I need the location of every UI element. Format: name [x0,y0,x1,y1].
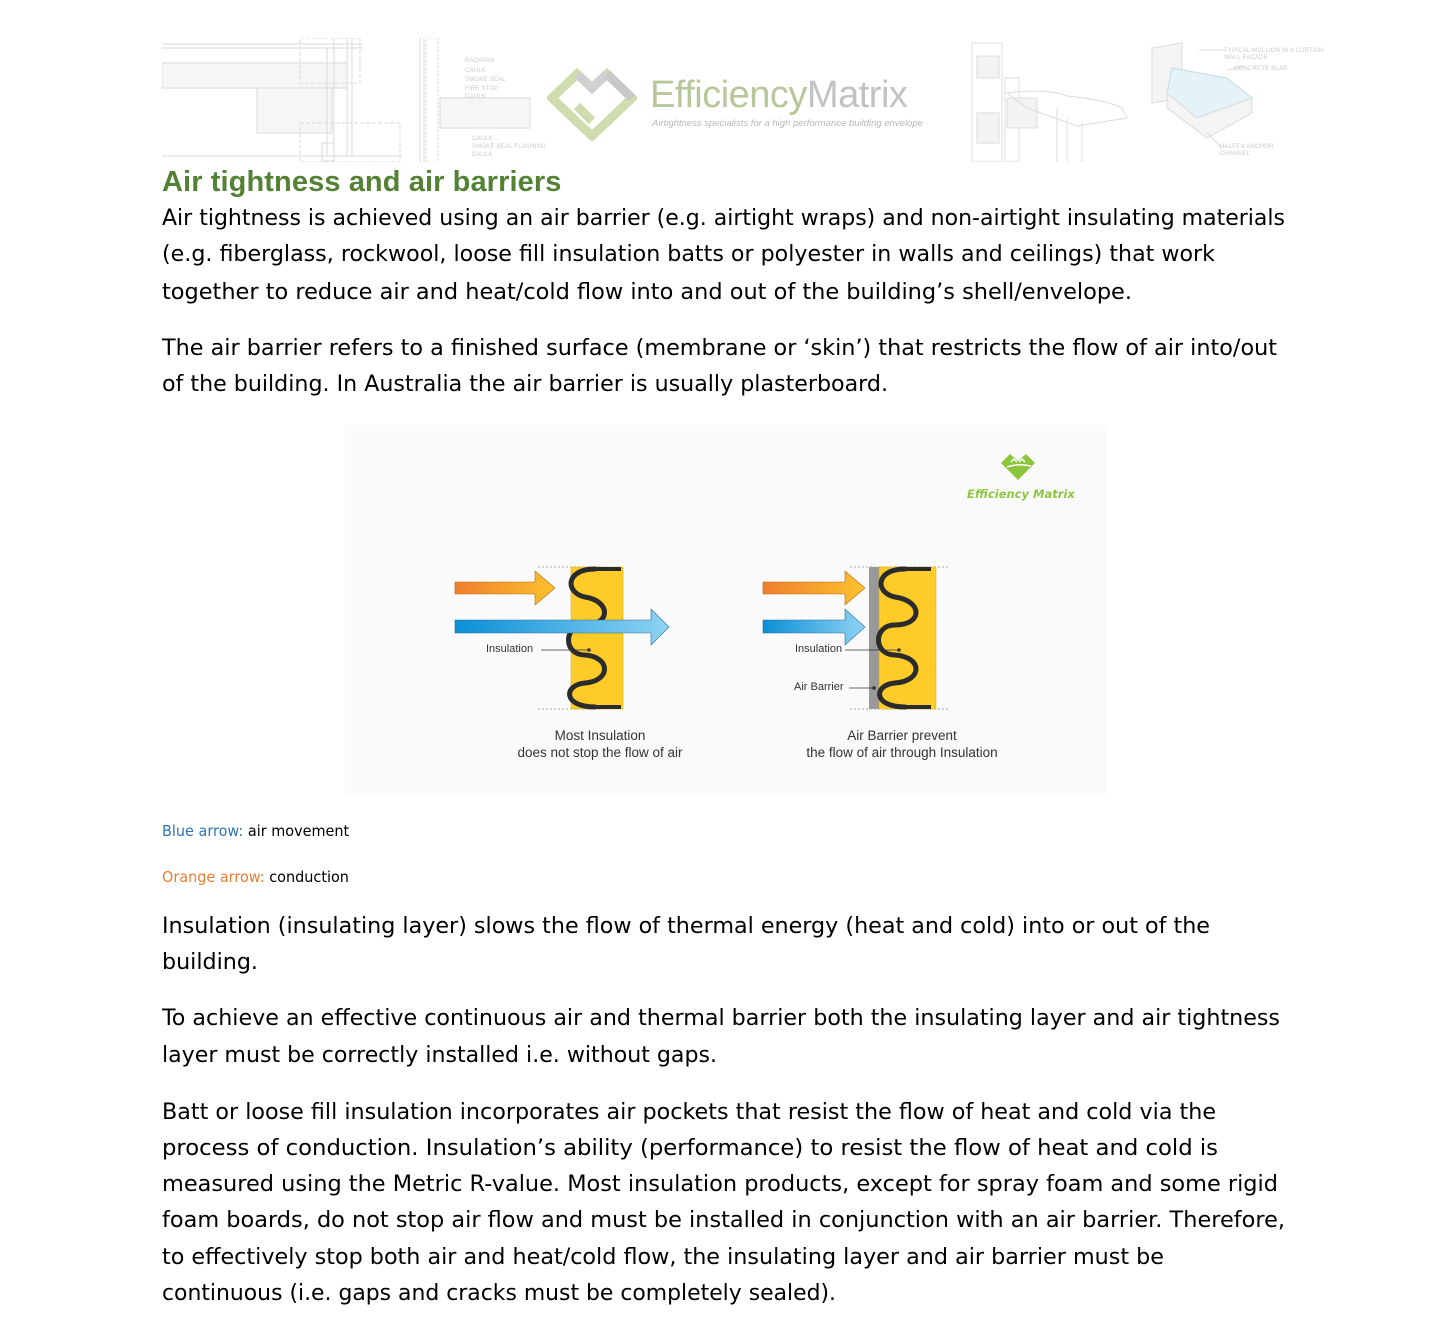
insulation-label: Insulation [486,643,534,655]
right-caption-line2: the flow of air through Insulation [806,745,998,760]
legend-orange-arrow [162,867,349,887]
legend-blue-value: air movement [243,822,350,840]
text-line: building. [162,950,258,975]
header-banner [162,38,1324,162]
text-line: Batt or loose fill insulation incorporates air pockets that resist the flow of heat and cold via the [162,1100,1216,1125]
text-line: continuous (i.e. gaps and cracks must be completely sealed). [162,1281,836,1306]
legend-blue-key: Blue arrow: [162,822,244,840]
text-line: The air barrier refers to a finished surface (membrane or ‘skin’) that restricts the flow of air into/out [162,336,1277,361]
efficiency-matrix-logo-icon [547,66,637,141]
text-line: layer must be correctly installed i.e. without gaps. [162,1043,717,1068]
air-barrier-label: Air Barrier [794,681,844,693]
left-caption [500,727,700,761]
drawing-label: WALL FACADE [1224,55,1268,61]
legend-blue-arrow [162,821,349,841]
text-line: Air tightness is achieved using an air barrier (e.g. airtight wraps) and non-airtight insulating materials [162,206,1285,231]
drawing-label: CAULK [472,152,494,158]
left-caption-line1: Most Insulation [554,728,646,743]
left-caption-line2: does not stop the flow of air [517,745,683,760]
text-line: foam boards, do not stop air flow and must be installed in conjunction with an air barrier. Therefore, [162,1208,1285,1233]
drawing-label: TYPICAL MULLION IN A CURTAIN [1224,48,1324,54]
logo-brand-first: Efficiency [650,74,807,116]
section-heading: Air tightness and air barriers [162,166,562,198]
drawing-label: FIRE STOP [465,86,499,92]
legend-orange-value: conduction [264,868,349,886]
logo-tagline: Airtightness specialists for a high performance building envelope [652,118,923,129]
text-line: process of conduction. Insulation’s ability (performance) to resist the flow of heat and cold is [162,1136,1218,1161]
legend-orange-key: Orange arrow: [162,868,265,886]
drawing-label: CHANNEL [1220,151,1251,157]
left-wall-section [455,567,669,709]
text-line: measured using the Metric R-value. Most insulation products, except for spray foam and some rigid [162,1172,1278,1197]
right-caption [782,727,1022,761]
text-line: of the building. In Australia the air barrier is usually plasterboard. [162,372,888,397]
logo-wordmark [650,74,907,117]
insulation-air-barrier-diagram [345,425,1107,795]
text-line: together to reduce air and heat/cold flow into and out of the building’s shell/envelope. [162,280,1132,305]
drawing-label: BACKPAN [465,58,495,64]
drawing-label: SMOKE SEAL [465,77,506,83]
diagram-logo-text: Efficiency Matrix [967,487,1075,501]
drawing-label: SMOKE SEAL FLASHING [472,144,546,150]
right-caption-line1: Air Barrier prevent [847,728,957,743]
logo-brand-second: Matrix [806,74,908,116]
drawing-label: CAULK [472,136,494,142]
text-line: (e.g. fiberglass, rockwool, loose fill insulation batts or polyester in walls and ceilings) that work [162,242,1215,267]
drawing-label: CONCRETE SLAB [1234,66,1288,72]
right-wall-section [763,567,950,709]
drawing-label: HALFEN ANCHOR [1220,144,1274,150]
text-line: Insulation (insulating layer) slows the flow of thermal energy (heat and cold) into or out of the [162,914,1210,939]
insulation-label: Insulation [795,643,843,655]
drawing-label: CAULK [465,94,487,100]
drawing-label: CAULK [465,68,487,74]
text-line: To achieve an effective continuous air and thermal barrier both the insulating layer and air tightness [162,1006,1280,1031]
text-line: to effectively stop both air and heat/cold flow, the insulating layer and air barrier must be [162,1245,1164,1270]
